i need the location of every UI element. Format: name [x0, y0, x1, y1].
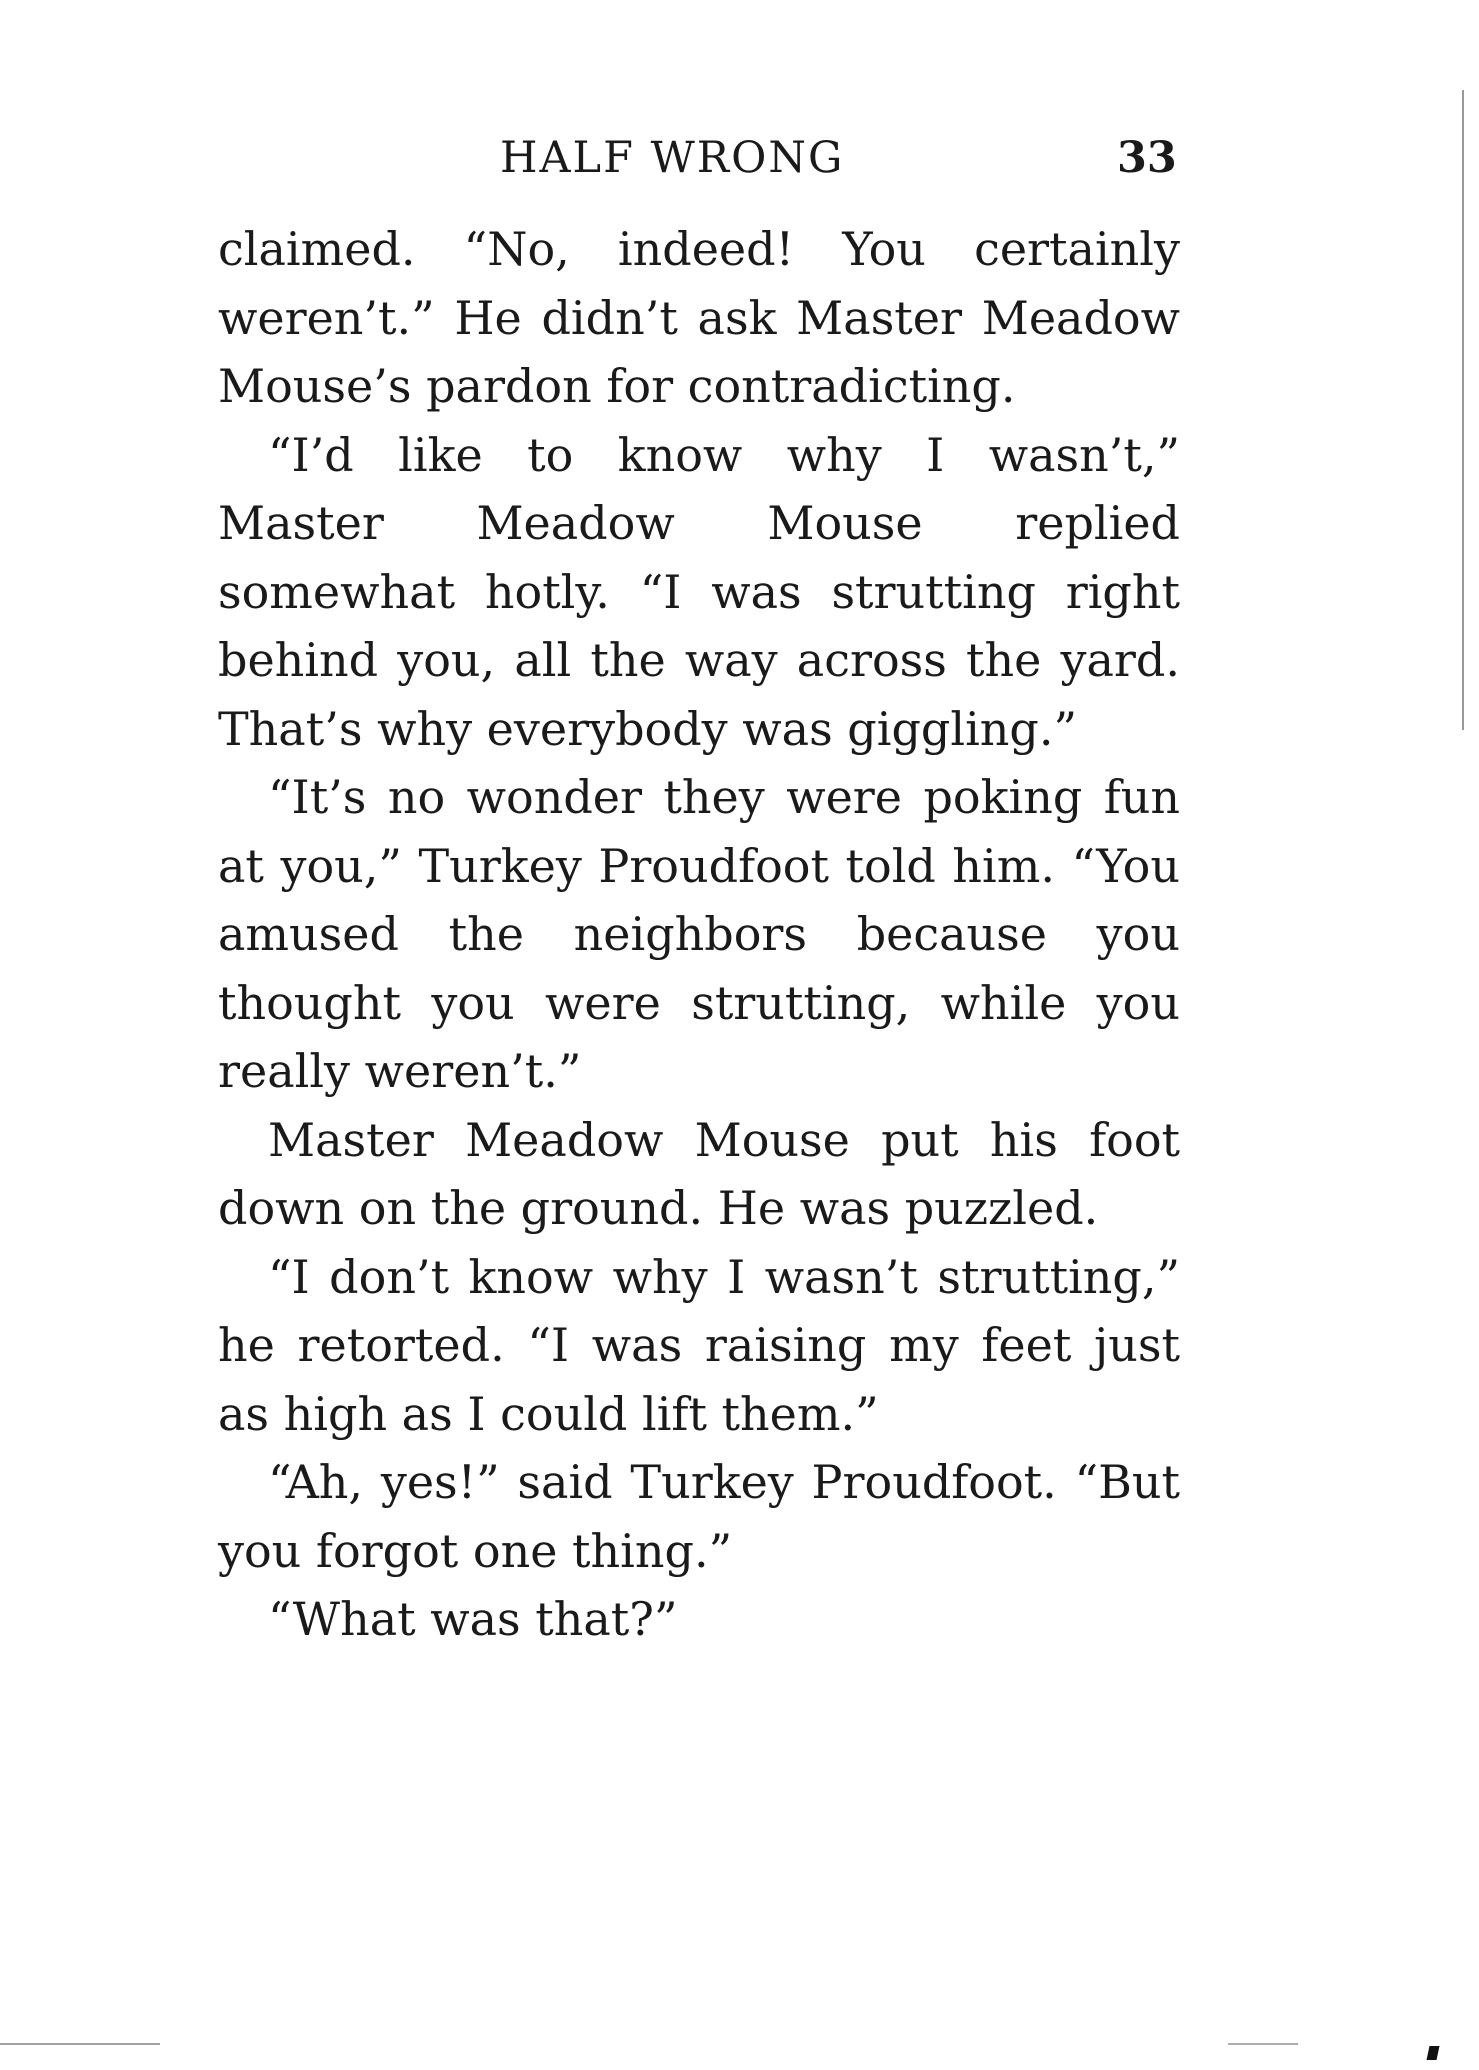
running-head	[0, 128, 1479, 188]
paragraph: Master Meadow Mouse put his foot down on the ground. He was puzzled.	[218, 1112, 1180, 1235]
paragraph: “Ah, yes!” said Turkey Proudfoot. “But you forgot one thing.”	[218, 1455, 1180, 1578]
bottom-edge-mark	[0, 2043, 160, 2045]
bottom-edge-mark	[1228, 2043, 1298, 2045]
running-title: HALF WRONG	[500, 133, 845, 183]
page-number: 33	[1117, 133, 1177, 183]
paragraph: “It’s no wonder they were poking fun at you,” Turkey Proudfoot told him. “You amused the neighbors because you thought you were strutting, while you really weren’t.”	[218, 770, 1180, 1098]
paragraph: “I don’t know why I wasn’t strutting,” he retorted. “I was raising my feet just as high as I could lift them.”	[218, 1249, 1180, 1441]
body-text	[218, 215, 1180, 1654]
ink-speck	[1427, 2046, 1440, 2060]
paragraph: claimed. “No, indeed! You certainly weren’t.” He didn’t ask Master Meadow Mouse’s pardon for contradicting.	[218, 222, 1180, 413]
paragraph: “I’d like to know why I wasn’t,” Master Meadow Mouse replied somewhat hotly. “I was strutting right behind you, all the way across the yard. That’s why everybody was giggling.”	[218, 427, 1180, 756]
paragraph: “What was that?”	[268, 1592, 678, 1646]
